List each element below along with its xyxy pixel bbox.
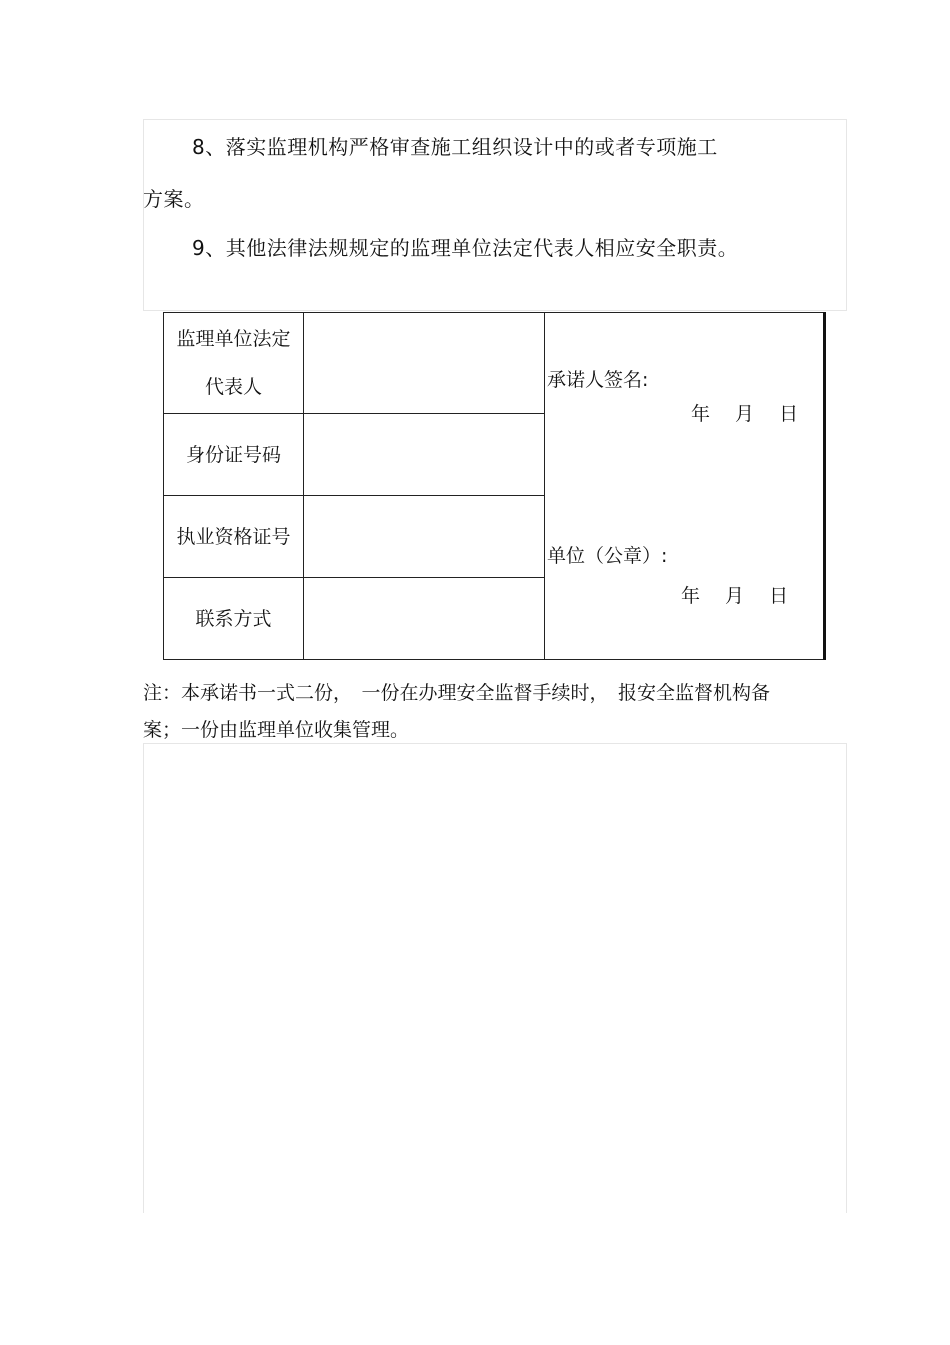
label-qualification-number: 执业资格证号 bbox=[164, 496, 304, 578]
signature-label: 承诺人签名: bbox=[547, 369, 649, 391]
unit-seal-label: 单位（公章）: bbox=[547, 545, 668, 567]
clause-9: 9、其他法律法规规定的监理单位法定代表人相应安全职责。 bbox=[192, 236, 739, 260]
clause-8-line-2: 方案。 bbox=[143, 187, 205, 211]
signature-seal-cell bbox=[545, 313, 825, 660]
footnote-line-2: 案；一份由监理单位收集管理。 bbox=[143, 719, 410, 741]
lower-page-frame bbox=[143, 743, 847, 1213]
footnote-line-1: 注：本承诺书一式二份， 一份在办理安全监督手续时， 报安全监督机构备 bbox=[143, 682, 771, 704]
label-id-number: 身份证号码 bbox=[164, 414, 304, 496]
signature-date: 年 月 日 bbox=[691, 403, 799, 425]
label-legal-representative bbox=[164, 313, 304, 414]
value-contact[interactable] bbox=[304, 578, 545, 660]
label-contact: 联系方式 bbox=[164, 578, 304, 660]
clause-8-line-1: 8、落实监理机构严格审查施工组织设计中的或者专项施工 bbox=[192, 135, 718, 159]
value-qualification-number[interactable] bbox=[304, 496, 545, 578]
unit-seal-date: 年 月 日 bbox=[681, 585, 789, 607]
commitment-form-table bbox=[163, 312, 826, 660]
label-legal-representative-line-2: 代表人 bbox=[204, 376, 262, 398]
label-legal-representative-line-1: 监理单位法定 bbox=[176, 328, 291, 350]
value-legal-representative[interactable] bbox=[304, 313, 545, 414]
value-id-number[interactable] bbox=[304, 414, 545, 496]
footnote bbox=[143, 675, 843, 749]
